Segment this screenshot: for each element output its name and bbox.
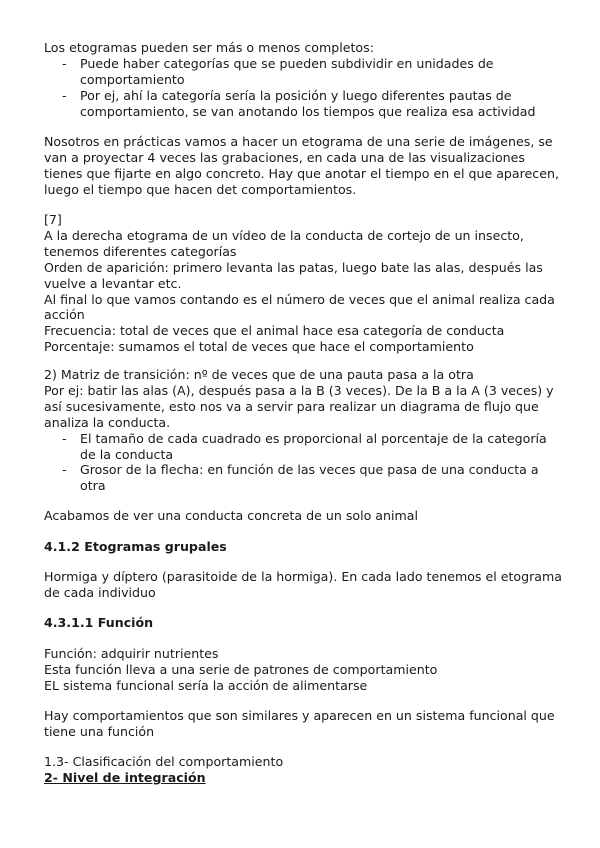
- reference-marker: [7]: [44, 212, 62, 227]
- hormiga-paragraph: Hormiga y díptero (parasitoide de la hormiga). En cada lado tenemos el etograma de cada individuo: [44, 569, 563, 600]
- nivel-heading: 2- Nivel de integración: [44, 769, 206, 785]
- paragraph-line: EL sistema funcional sería la acción de alimentarse: [44, 677, 368, 693]
- list-item-text: Puede haber categorías que se pueden subdividir en unidades de comportamiento: [80, 55, 494, 87]
- paragraph-line: Al final lo que vamos contando es el número de veces que el animal realiza cada acción: [44, 291, 555, 323]
- acabamos-section: [44, 508, 564, 524]
- practicas-section: [44, 134, 564, 198]
- bullet-dash: -: [62, 87, 67, 103]
- similares-paragraph: Hay comportamientos que son similares y aparecen en un sistema funcional que tiene una función: [44, 708, 555, 739]
- grupales-heading-block: [44, 539, 564, 555]
- matrix-bullet-list: [44, 431, 564, 495]
- paragraph-line: Esta función lleva a una serie de patrones de comportamiento: [44, 661, 438, 677]
- section-heading: 4.1.2 Etogramas grupales: [44, 539, 227, 554]
- intro-paragraph: Los etogramas pueden ser más o menos completos:: [44, 40, 374, 55]
- section-7: [44, 212, 564, 355]
- list-item: [44, 56, 564, 88]
- funcion-section: [44, 646, 564, 694]
- paragraph-line: Porcentaje: sumamos el total de veces que hace el comportamiento: [44, 339, 474, 355]
- similares-section: [44, 708, 564, 740]
- clasificacion-line: 1.3- Clasificación del comportamiento: [44, 754, 284, 769]
- hormiga-section: [44, 569, 564, 601]
- list-item-text: Grosor de la flecha: en función de las veces que pasa de una conducta a otra: [80, 462, 539, 494]
- list-item-text: Por ej, ahí la categoría sería la posición y luego diferentes pautas de comportamiento, se van anotando los tiempos que realiza esa actividad: [80, 87, 536, 119]
- bullet-dash: -: [62, 462, 67, 478]
- paragraph-line: A la derecha etograma de un vídeo de la conducta de cortejo de un insecto, tenemos diferentes categorías: [44, 227, 524, 259]
- bullet-dash: -: [62, 430, 67, 446]
- funcion-heading-block: [44, 615, 564, 631]
- intro-bullet-list: [44, 56, 564, 120]
- list-item: [44, 431, 564, 463]
- intro-section: [44, 40, 564, 120]
- paragraph-line: Función: adquirir nutrientes: [44, 646, 219, 661]
- list-item: [44, 88, 564, 120]
- list-item: [44, 462, 564, 494]
- paragraph-line: 2) Matriz de transición: nº de veces que de una pauta pasa a la otra: [44, 367, 474, 382]
- section-heading: 4.3.1.1 Función: [44, 615, 154, 630]
- matrix-section: [44, 367, 564, 494]
- practicas-paragraph: Nosotros en prácticas vamos a hacer un etograma de una serie de imágenes, se van a proyectar 4 veces las grabaciones, en cada una de las visualizaciones tienes que fijarte en algo concreto. Hay que anotar el tiempo en el que aparecen, luego el tiempo que hacen det comportamientos.: [44, 134, 559, 197]
- paragraph-line: Frecuencia: total de veces que el animal hace esa categoría de conducta: [44, 323, 505, 339]
- acabamos-paragraph: Acabamos de ver una conducta concreta de un solo animal: [44, 508, 418, 523]
- bullet-dash: -: [62, 55, 67, 71]
- list-item-text: El tamaño de cada cuadrado es proporcional al porcentaje de la categoría de la conducta: [80, 430, 547, 462]
- clasificacion-section: [44, 754, 564, 786]
- paragraph-line: Por ej: batir las alas (A), después pasa a la B (3 veces). De la B a la A (3 veces) y así sucesivamente, esto nos va a servir para realizar un diagrama de flujo que analiza la conducta.: [44, 382, 554, 430]
- paragraph-line: Orden de aparición: primero levanta las patas, luego bate las alas, después las vuelve a levantar etc.: [44, 259, 543, 291]
